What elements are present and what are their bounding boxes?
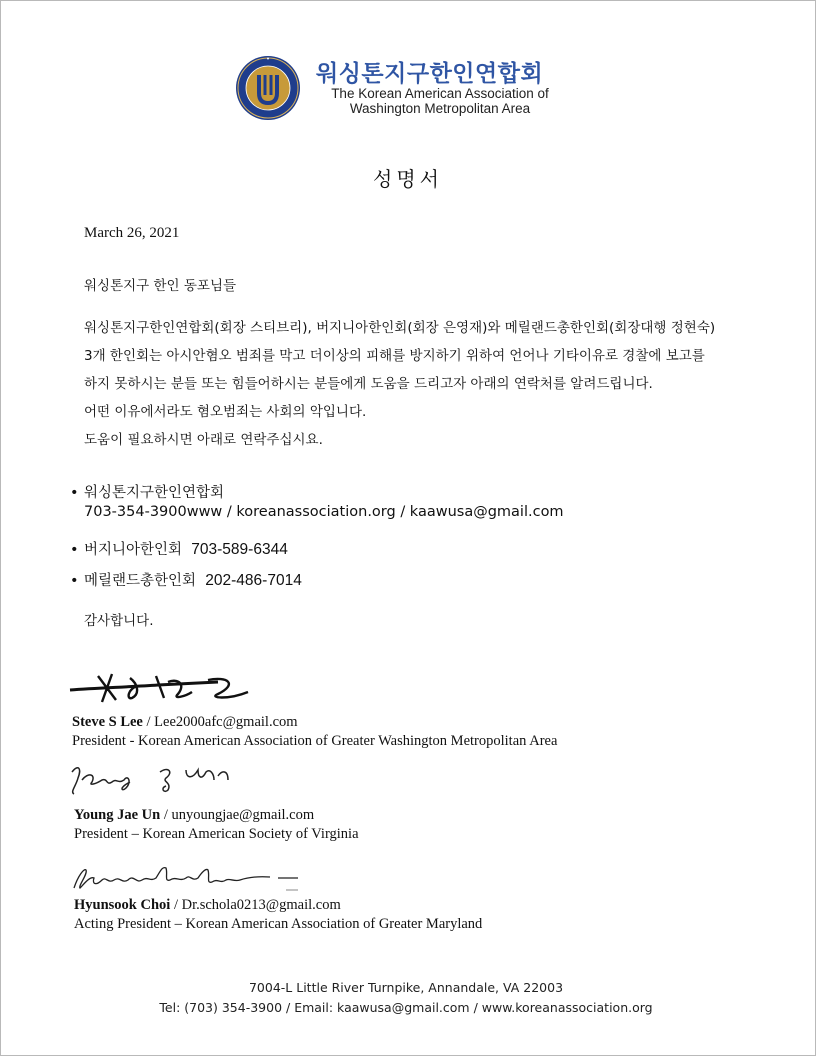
signer-block-3 [74, 896, 482, 934]
signer-name: Steve S Lee [72, 714, 143, 730]
bullet-icon: • [70, 485, 79, 501]
org-name-english-line2: Washington Metropolitan Area [349, 101, 531, 116]
signer-name: Hyunsook Choi [74, 897, 171, 913]
body-line: 하지 못하시는 분들 또는 힘들어하시는 분들에게 도움을 드리고자 아래의 연락처를 알려드립니다. [84, 376, 653, 392]
contact-detail-washington: 703-354-3900www / koreanassociation.org / kaawusa@gmail.com [84, 504, 564, 520]
signer-block-1 [72, 713, 557, 751]
signature-steve-lee [68, 670, 258, 706]
contact-name: 메릴랜드총한인회 [84, 573, 197, 589]
body-line: 워싱톤지구한인연합회(회장 스티브리), 버지니아한인회(회장 은영재)와 메릴랜드총한인회(회장대행 정현숙) [84, 320, 716, 336]
signer-email: / Lee2000afc@gmail.com [142, 714, 298, 730]
association-seal-logo [235, 55, 301, 121]
signer-role: President – Korean American Society of Virginia [74, 826, 359, 842]
contact-item-maryland [70, 569, 302, 590]
contact-name: 버지니아한인회 [84, 542, 183, 558]
footer-contact: Tel: (703) 354-3900 / Email: kaawusa@gmail.com / www.koreanassociation.org [159, 1000, 653, 1015]
contact-phone: 703-589-6344 [191, 541, 288, 558]
closing: 감사합니다. [84, 613, 154, 629]
signer-email: / Dr.schola0213@gmail.com [170, 897, 341, 913]
org-name-english [320, 86, 560, 116]
body-line: 도움이 필요하시면 아래로 연락주십시요. [84, 432, 323, 448]
contact-item-virginia [70, 538, 288, 559]
bullet-icon: • [70, 542, 79, 558]
signature-hyunsook-choi [70, 860, 310, 896]
signer-role: Acting President – Korean American Association of Greater Maryland [74, 916, 483, 932]
signer-block-2 [74, 806, 359, 844]
bullet-icon: • [70, 573, 79, 589]
signer-name: Young Jae Un [74, 807, 161, 823]
signature-young-jae-un [68, 758, 248, 798]
contact-name: 워싱톤지구한인연합회 [84, 485, 225, 501]
body-line: 어떤 이유에서라도 혐오범죄는 사회의 악입니다. [84, 404, 367, 420]
signer-email: / unyoungjae@gmail.com [160, 807, 315, 823]
letter-date: March 26, 2021 [84, 225, 180, 241]
document-title: 성명서 [373, 167, 443, 191]
footer-address: 7004-L Little River Turnpike, Annandale, VA 22003 [248, 980, 564, 995]
org-name-korean: 워싱톤지구한인연합회 [316, 61, 544, 87]
org-name-english-line1: The Korean American Association of [331, 86, 549, 101]
contact-phone: 202-486-7014 [205, 572, 302, 589]
salutation: 워싱톤지구 한인 동포님들 [84, 278, 237, 294]
signer-role: President - Korean American Association of Greater Washington Metropolitan Area [72, 733, 558, 749]
body-line: 3개 한인회는 아시안혐오 범죄를 막고 더이상의 피해를 방지하기 위하여 언어나 기타이유로 경찰에 보고를 [84, 348, 705, 364]
contact-item-washington [70, 481, 224, 502]
statement-body [84, 318, 784, 458]
